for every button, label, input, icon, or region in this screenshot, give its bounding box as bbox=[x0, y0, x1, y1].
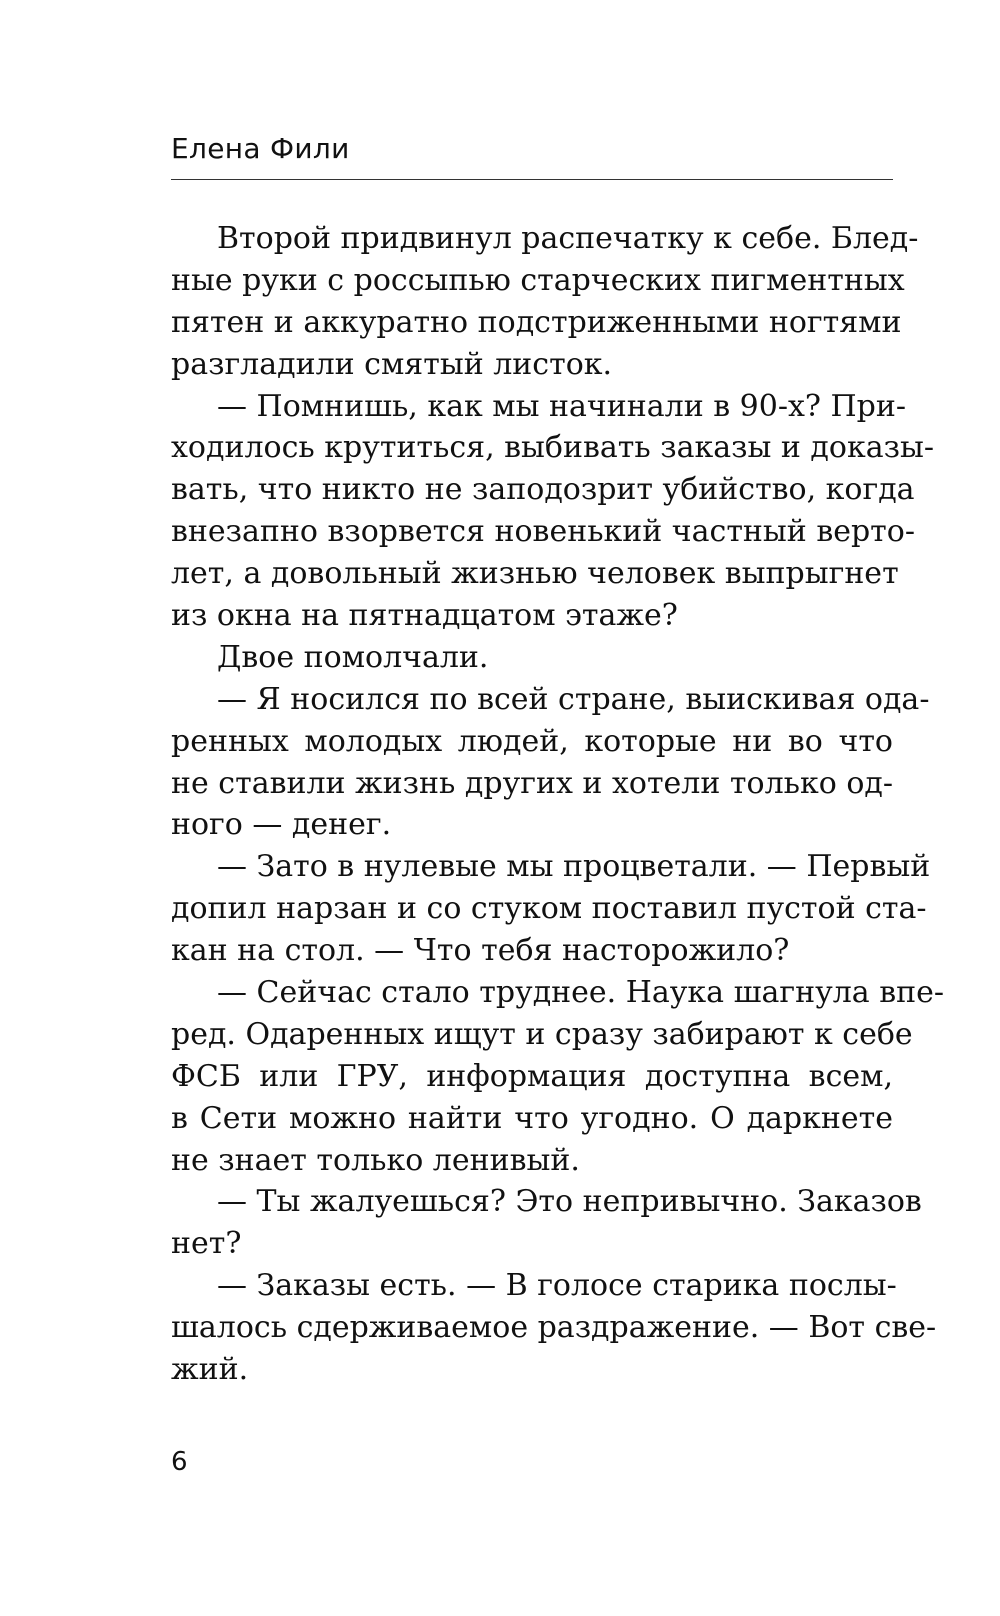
text-line: лет, а довольный жизнью человек выпрыгнет bbox=[171, 556, 899, 592]
text-line: нет? bbox=[171, 1226, 242, 1262]
body-text bbox=[171, 218, 945, 1391]
text-line: пятен и аккуратно подстриженными ногтями bbox=[171, 304, 902, 340]
text-line: из окна на пятнадцатом этаже? bbox=[171, 598, 678, 634]
text-line: не ставили жизнь других и хотели только од- bbox=[171, 765, 893, 801]
paragraph bbox=[171, 846, 931, 972]
paragraph bbox=[171, 218, 919, 386]
paragraph bbox=[171, 972, 945, 1181]
paragraph bbox=[171, 386, 934, 637]
header-divider bbox=[171, 179, 893, 180]
paragraph bbox=[171, 637, 893, 679]
paragraph bbox=[171, 1265, 937, 1391]
text-line: — Сейчас стало труднее. Наука шагнула впе- bbox=[217, 975, 945, 1011]
text-line: ходилось крутиться, выбивать заказы и доказы- bbox=[171, 430, 934, 466]
running-header-author: Елена Фили bbox=[171, 132, 350, 165]
text-line: Второй придвинул распечатку к себе. Блед- bbox=[217, 221, 919, 256]
text-line: ред. Одаренных ищут и сразу забирают к себе bbox=[171, 1016, 913, 1052]
text-line: не знает только ленивый. bbox=[171, 1142, 580, 1178]
text-line: ного — денег. bbox=[171, 807, 392, 843]
text-line: шалось сдерживаемое раздражение. — Вот све- bbox=[171, 1310, 937, 1346]
text-line: — Зато в нулевые мы процветали. — Первый bbox=[217, 849, 931, 885]
text-line: разгладили смятый листок. bbox=[171, 346, 613, 382]
text-line: допил нарзан и со стуком поставил пустой ста- bbox=[171, 891, 927, 927]
text-line: — Ты жалуешься? Это непривычно. Заказов bbox=[217, 1184, 922, 1220]
text-line: жий. bbox=[171, 1352, 249, 1388]
text-line: ные руки с россыпью старческих пигментных bbox=[171, 262, 905, 298]
text-line: — Я носился по всей стране, выискивая ода- bbox=[217, 681, 930, 717]
text-line: — Помнишь, как мы начинали в 90-х? При- bbox=[217, 388, 907, 424]
paragraph bbox=[171, 1181, 922, 1265]
text-line: кан на стол. — Что тебя насторожило? bbox=[171, 933, 790, 969]
text-line: ФСБ или ГРУ, информация доступна всем, bbox=[171, 1058, 893, 1094]
paragraph bbox=[171, 679, 930, 847]
text-line: Двое помолчали. bbox=[217, 639, 489, 675]
text-line: в Сети можно найти что угодно. О даркнете bbox=[171, 1100, 893, 1136]
text-line: — Заказы есть. — В голосе старика послы- bbox=[217, 1268, 897, 1304]
text-line: вать, что никто не заподозрит убийство, когда bbox=[171, 472, 915, 508]
page-number: 6 bbox=[171, 1447, 188, 1477]
text-line: внезапно взорвется новенький частный верто- bbox=[171, 514, 915, 550]
text-line: ренных молодых людей, которые ни во что bbox=[171, 723, 893, 759]
